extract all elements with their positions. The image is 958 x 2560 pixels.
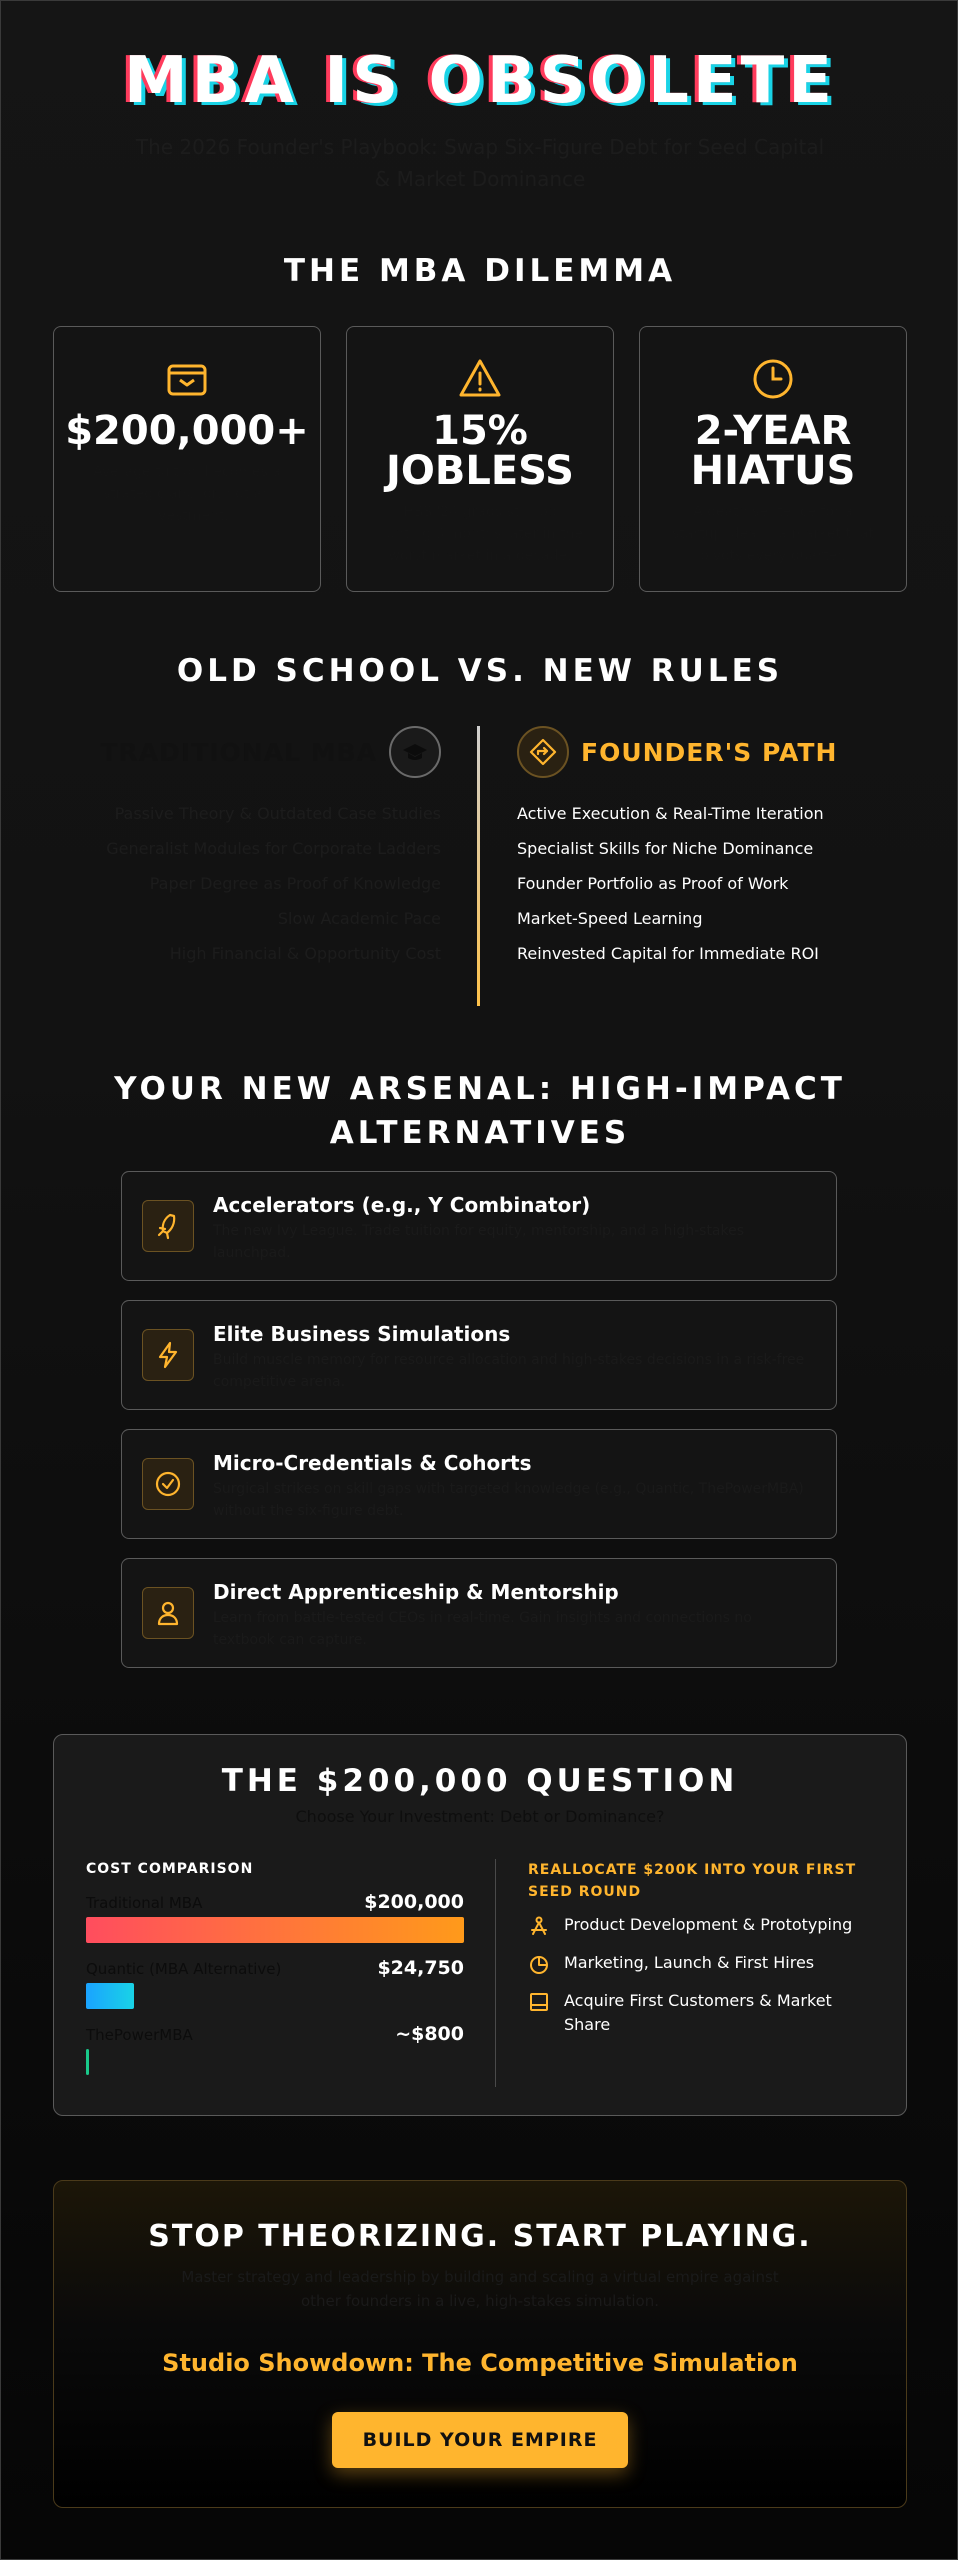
question-divider	[495, 1859, 496, 2087]
cta-title: STOP THEORIZING. START PLAYING.	[148, 2219, 812, 2254]
cost-bar-quantic	[86, 1983, 134, 2009]
hero-section	[1, 41, 958, 195]
list-item: Specialist Skills for Niche Dominance	[517, 839, 814, 858]
reallocate-item-text: Marketing, Launch & First Hires	[564, 1953, 815, 1972]
comparison-title: OLD SCHOOL VS. NEW RULES	[176, 653, 784, 689]
dilemma-desc: Average tuition becomes a strategic anchor, not an investment.	[93, 464, 281, 524]
reallocate-section	[528, 1859, 878, 2051]
arsenal-title: YOUR NEW ARSENAL: HIGH-IMPACT ALTERNATIVES	[114, 1071, 846, 1151]
list-item: Market-Speed Learning	[517, 909, 703, 928]
dilemma-desc: HBS '24 grads still job hunting 3 months later in the worst market in a decade.	[377, 504, 583, 564]
wallet-icon	[165, 357, 209, 401]
arsenal-card-accelerators	[121, 1171, 837, 1281]
arsenal-card-title: Elite Business Simulations	[213, 1322, 511, 1346]
prototype-icon	[528, 1915, 550, 1937]
dilemma-desc: A death sentence for a startup idea in a market that pivots every quarter.	[671, 504, 875, 564]
arsenal-card-desc: Build muscle memory for resource allocation and high-stakes decisions in a risk-free competitive arena.	[213, 1352, 805, 1390]
lightning-icon	[142, 1329, 194, 1381]
list-item: Active Execution & Real-Time Iteration	[517, 804, 824, 823]
dilemma-value: 15% JOBLESS	[385, 408, 574, 494]
list-item: Passive Theory & Outdated Case Studies	[114, 804, 441, 823]
check-circle-icon	[142, 1458, 194, 1510]
dilemma-cards	[53, 326, 907, 592]
arsenal-card-desc: Surgical strikes on skill gaps with targeted knowledge (e.g., Quantic, ThePowerMBA) without the six-figure debt.	[213, 1481, 804, 1519]
arsenal-card-apprenticeship	[121, 1558, 837, 1668]
list-item: Slow Academic Pace	[277, 909, 441, 928]
cost-label: Quantic (MBA Alternative)	[86, 1960, 282, 1978]
comparison-divider	[477, 726, 480, 1006]
list-item	[528, 1913, 878, 1937]
founders-path-label: FOUNDER'S PATH	[581, 737, 838, 767]
cost-row-mba	[86, 1891, 464, 1943]
comparison-section	[1, 726, 958, 1006]
arsenal-card-title: Direct Apprenticeship & Mentorship	[213, 1580, 619, 1604]
rocket-icon	[142, 1200, 194, 1252]
cost-label: Traditional MBA	[86, 1894, 203, 1912]
graduation-cap-icon	[389, 726, 441, 778]
direction-sign-icon	[517, 726, 569, 778]
reallocate-heading: REALLOCATE $200K INTO YOUR FIRST SEED ROUND	[528, 1862, 857, 1900]
dilemma-value: $200,000+	[65, 408, 309, 454]
cost-row-quantic	[86, 1957, 464, 2009]
cost-amount: ~$800	[395, 2023, 464, 2045]
list-item: Paper Degree as Proof of Knowledge	[149, 874, 441, 893]
cost-bar-mba	[86, 1917, 464, 1943]
list-item	[528, 1951, 878, 1975]
cost-comparison-heading: COST COMPARISON	[86, 1861, 254, 1877]
dilemma-title: THE MBA DILEMMA	[283, 253, 677, 289]
list-item: Reinvested Capital for Immediate ROI	[517, 944, 819, 963]
list-item: Generalist Modules for Corporate Ladders	[106, 839, 441, 858]
cost-row-powermba	[86, 2023, 464, 2075]
cta-section	[53, 2180, 907, 2508]
warning-icon	[458, 357, 502, 401]
hero-subtitle: The 2026 Founder's Playbook: Swap Six-Figure Debt for Seed Capital & Market Dominance	[135, 135, 825, 191]
traditional-mba-list	[61, 796, 441, 971]
founders-path-column	[517, 726, 917, 971]
dilemma-card-jobless	[346, 326, 614, 592]
person-icon	[142, 1587, 194, 1639]
founders-path-list	[517, 796, 917, 971]
reallocate-list	[528, 1913, 878, 2037]
cta-description: Master strategy and leadership by building and scaling a virtual empire against other founders in a live, high-stakes simulation.	[181, 2268, 779, 2310]
list-item: Founder Portfolio as Proof of Work	[517, 874, 789, 893]
pie-chart-icon	[528, 1953, 550, 1975]
traditional-mba-column	[61, 726, 441, 971]
arsenal-card-desc: The new Ivy League. Trade tuition for equity, mentorship, and a high-stakes launchpad.	[213, 1223, 745, 1261]
dilemma-value: 2-YEAR HIATUS	[690, 408, 856, 494]
storefront-icon	[528, 1991, 550, 2013]
dilemma-card-hiatus	[639, 326, 907, 592]
cost-bar-powermba	[86, 2049, 89, 2075]
clock-icon	[751, 357, 795, 401]
list-item	[528, 1989, 878, 2037]
arsenal-list	[121, 1171, 837, 1687]
arsenal-card-desc: Learn from battle-tested CEOs in real-time. Gain insights and connections no textbook can capture.	[213, 1610, 752, 1648]
cost-amount: $24,750	[377, 1957, 464, 1979]
arsenal-card-micro-credentials	[121, 1429, 837, 1539]
arsenal-card-title: Micro-Credentials & Cohorts	[213, 1451, 532, 1475]
cost-comparison	[86, 1861, 464, 2075]
dilemma-card-tuition	[53, 326, 321, 592]
arsenal-card-title: Accelerators (e.g., Y Combinator)	[213, 1193, 591, 1217]
traditional-mba-label: TRADITIONAL MBA	[100, 737, 377, 767]
arsenal-card-simulations	[121, 1300, 837, 1410]
cta-subtitle: Studio Showdown: The Competitive Simulation	[162, 2349, 798, 2377]
list-item: High Financial & Opportunity Cost	[169, 944, 441, 963]
question-title: THE $200,000 QUESTION	[221, 1763, 739, 1799]
founders-path-header	[517, 726, 917, 778]
build-your-empire-button[interactable]: BUILD YOUR EMPIRE	[332, 2412, 628, 2468]
hero-title: MBA IS OBSOLETE	[123, 44, 837, 118]
traditional-mba-header	[61, 726, 441, 778]
reallocate-item-text: Acquire First Customers & Market Share	[564, 1991, 832, 2034]
cost-label: ThePowerMBA	[86, 2026, 193, 2044]
cost-amount: $200,000	[364, 1891, 464, 1913]
question-panel	[53, 1734, 907, 2116]
reallocate-item-text: Product Development & Prototyping	[564, 1915, 853, 1934]
question-subtitle: Choose Your Investment: Debt or Dominance?	[295, 1807, 665, 1826]
